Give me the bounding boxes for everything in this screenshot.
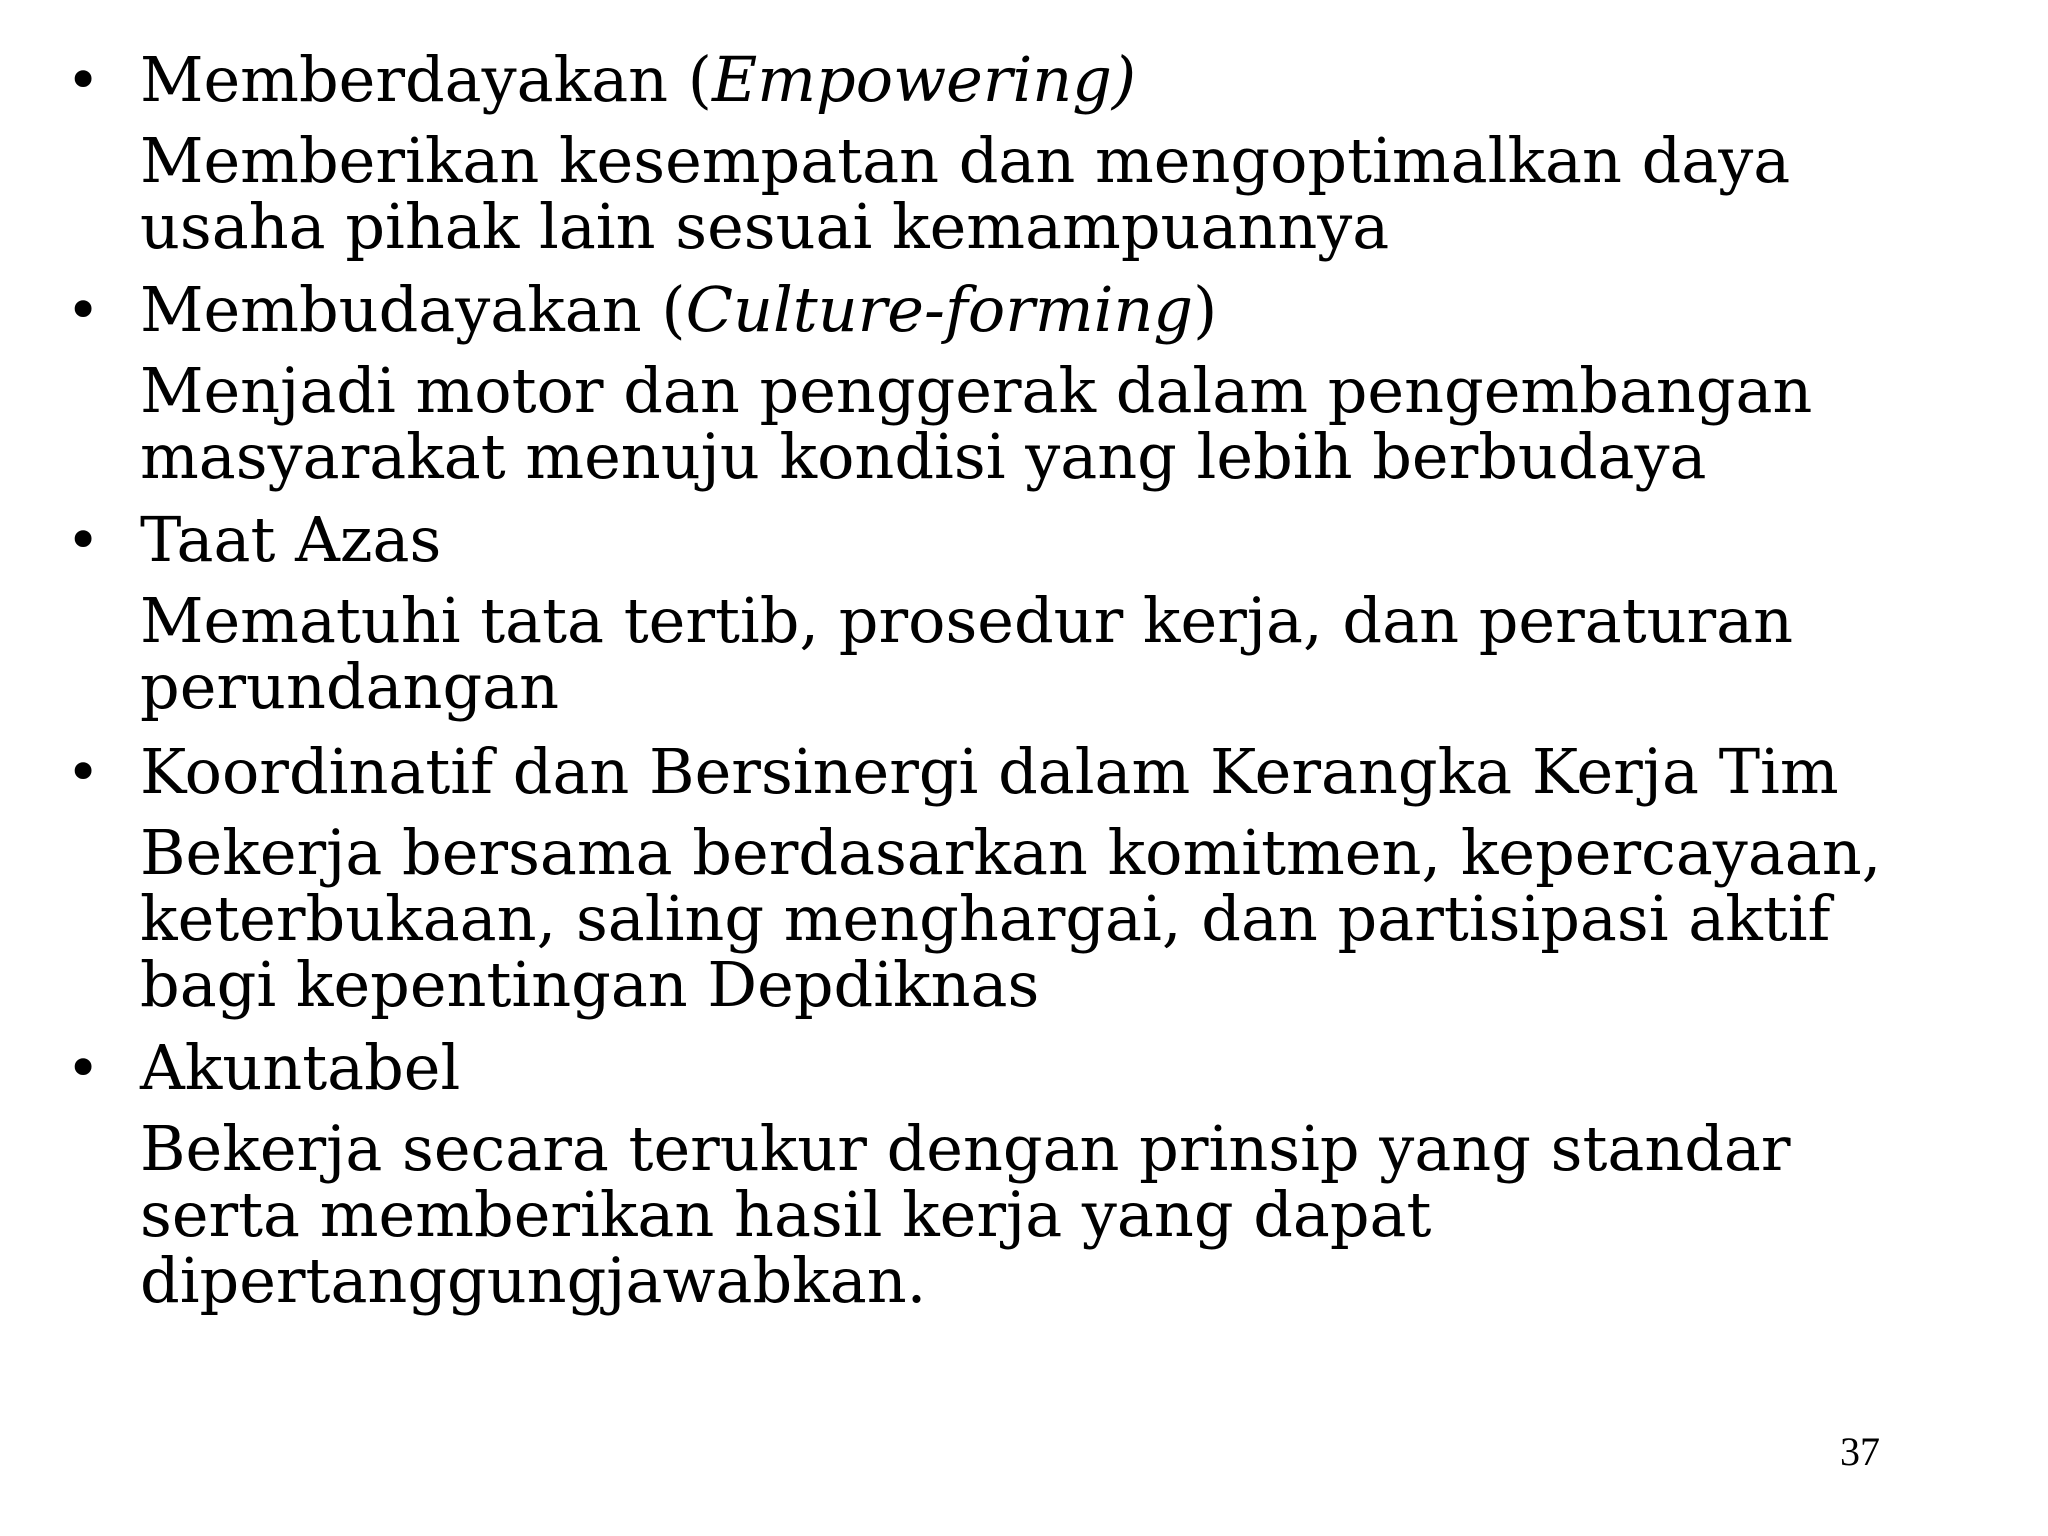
heading-text: Memberdayakan (: [140, 43, 712, 116]
item-description: [140, 1112, 2020, 1317]
bullet: •: [66, 1034, 101, 1102]
description-line: Memberikan kesempatan dan mengoptimalkan daya: [140, 124, 1791, 197]
page-number: 37: [1840, 1429, 1880, 1474]
description-line: keterbukaan, saling menghargai, dan partisipasi aktif: [140, 882, 1831, 955]
item-heading: [140, 273, 1218, 346]
heading-text: Koordinatif dan Bersinergi dalam Kerangka Kerja Tim: [140, 735, 1839, 808]
item-description: [140, 816, 2020, 1021]
heading-suffix: ): [1193, 273, 1218, 346]
description-line: perundangan: [140, 650, 560, 723]
description-line: bagi kepentingan Depdiknas: [140, 948, 1040, 1021]
description-line: Mematuhi tata tertib, prosedur kerja, dan peraturan: [140, 584, 1794, 657]
description-line: usaha pihak lain sesuai kemampuannya: [140, 190, 1390, 263]
heading-italic-text: Culture-forming: [685, 273, 1194, 346]
heading-italic-text: Empowering): [712, 43, 1137, 116]
item-heading: [140, 735, 1839, 808]
bullet: •: [66, 506, 101, 574]
bullet: •: [66, 738, 101, 806]
heading-text: Akuntabel: [140, 1031, 461, 1104]
description-line: dipertanggungjawabkan.: [140, 1244, 927, 1317]
description-line: serta memberikan hasil kerja yang dapat: [140, 1178, 1432, 1251]
item-heading: [140, 503, 442, 576]
item-description: [140, 354, 2020, 493]
description-line: Menjadi motor dan penggerak dalam pengembangan: [140, 354, 1813, 427]
item-description: [140, 584, 2020, 723]
item-heading: [140, 43, 1137, 116]
bullet: •: [66, 46, 101, 114]
heading-text: Taat Azas: [140, 503, 442, 576]
item-heading: [140, 1031, 461, 1104]
bullet: •: [66, 276, 101, 344]
description-line: Bekerja bersama berdasarkan komitmen, kepercayaan,: [140, 816, 1882, 889]
description-line: Bekerja secara terukur dengan prinsip yang standar: [140, 1112, 1791, 1185]
heading-text: Membudayakan (: [140, 273, 686, 346]
item-description: [140, 124, 2020, 263]
description-line: masyarakat menuju kondisi yang lebih berbudaya: [140, 420, 1707, 493]
